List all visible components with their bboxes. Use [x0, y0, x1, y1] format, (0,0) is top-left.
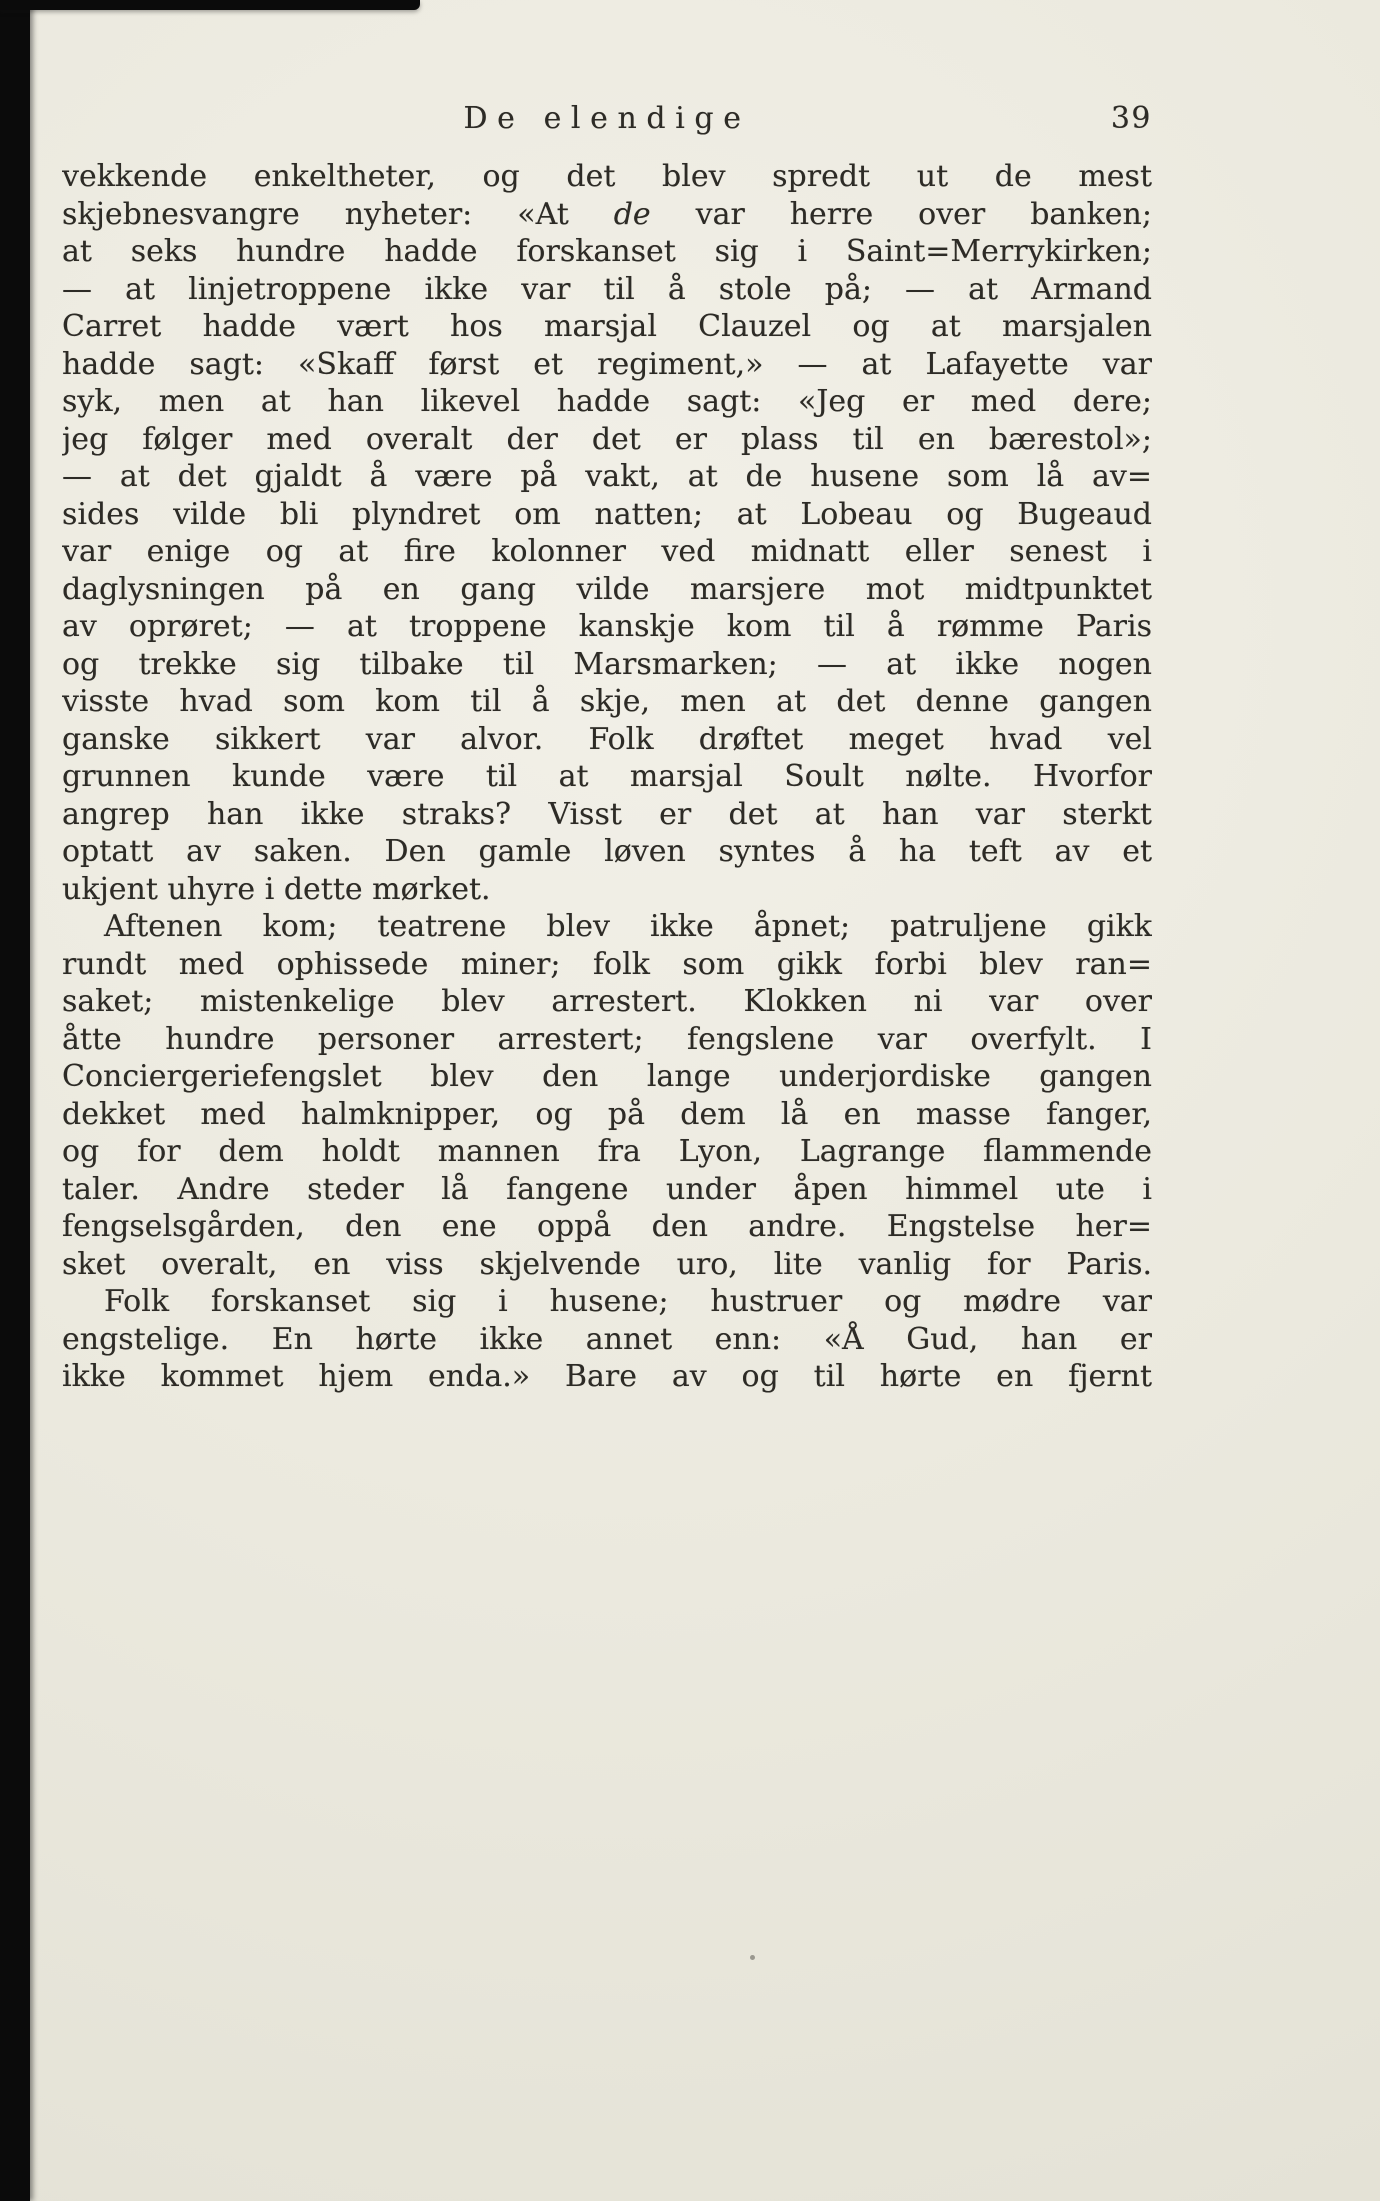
text-segment: hadde sagt: «Skaff først et regiment,» — at Lafayette var	[62, 346, 1152, 382]
text-line	[62, 571, 1152, 609]
text-segment: var herre over banken;	[650, 196, 1152, 232]
text-segment: at seks hundre hadde forskanset sig i Saint=Merrykirken;	[62, 234, 1152, 269]
text-segment: rundt med ophissede miner; folk som gikk forbi blev ran=	[62, 946, 1152, 982]
text-segment: angrep han ikke straks? Visst er det at han var sterkt	[62, 796, 1152, 832]
text-line	[62, 1021, 1152, 1059]
text-segment: og for dem holdt mannen fra Lyon, Lagrange flammende	[62, 1134, 1152, 1169]
text-line	[62, 533, 1152, 571]
text-line	[62, 346, 1152, 384]
text-line	[62, 646, 1152, 684]
text-line	[62, 458, 1152, 496]
text-line	[62, 1171, 1152, 1209]
text-line	[62, 946, 1152, 984]
text-segment: dekket med halmknipper, og på dem lå en masse fanger,	[62, 1096, 1152, 1132]
paragraph	[62, 1283, 1152, 1396]
text-segment: ganske sikkert var alvor. Folk drøftet meget hvad vel	[62, 721, 1152, 757]
text-segment: fengselsgården, den ene oppå den andre. Engstelse her=	[62, 1209, 1152, 1244]
text-segment: ukjent uhyre i dette mørket.	[62, 871, 491, 907]
text-line	[62, 1283, 1152, 1321]
text-line	[62, 608, 1152, 646]
text-line	[62, 271, 1152, 309]
text-segment: sket overalt, en viss skjelvende uro, lite vanlig for Paris.	[62, 1246, 1152, 1282]
text-line	[62, 1096, 1152, 1134]
text-segment: Carret hadde vært hos marsjal Clauzel og at marsjalen	[62, 309, 1152, 344]
text-line	[62, 1058, 1152, 1096]
text-line	[62, 721, 1152, 759]
text-segment: åtte hundre personer arrestert; fengslene var overfylt. I	[62, 1021, 1152, 1057]
text-segment: engstelige. En hørte ikke annet enn: «Å Gud, han er	[62, 1321, 1152, 1357]
text-segment: grunnen kunde være til at marsjal Soult nølte. Hvorfor	[62, 759, 1152, 794]
page-header	[62, 101, 1152, 141]
running-title: De elendige	[463, 101, 751, 136]
text-segment: — at linjetroppene ikke var til å stole på; — at Armand	[62, 271, 1152, 307]
text-segment: sides vilde bli plyndret om natten; at Lobeau og Bugeaud	[62, 496, 1152, 532]
page-number: 39	[1110, 101, 1152, 136]
scan-edge-top	[0, 0, 420, 10]
text-segment: taler. Andre steder lå fangene under åpen himmel ute i	[62, 1171, 1152, 1207]
text-segment: Aftenen kom; teatrene blev ikke åpnet; patruljene gikk	[104, 909, 1152, 944]
text-segment: jeg følger med overalt der det er plass til en bærestol»;	[62, 421, 1152, 457]
text-line	[62, 1321, 1152, 1359]
text-segment: var enige og at fire kolonner ved midnatt eller senest i	[62, 534, 1152, 569]
text-line	[62, 983, 1152, 1021]
text-segment: og trekke sig tilbake til Marsmarken; — at ikke nogen	[62, 646, 1152, 682]
text-line	[62, 908, 1152, 946]
text-line	[62, 496, 1152, 534]
text-segment: av oprøret; — at troppene kanskje kom til å rømme Paris	[62, 609, 1152, 644]
text-segment: optatt av saken. Den gamle løven syntes å ha teft av et	[62, 834, 1152, 869]
text-line	[62, 758, 1152, 796]
text-line	[62, 421, 1152, 459]
text-line	[62, 871, 1152, 909]
text-line	[62, 1133, 1152, 1171]
text-line	[62, 308, 1152, 346]
text-segment: — at det gjaldt å være på vakt, at de husene som lå av=	[62, 459, 1152, 494]
text-line	[62, 1246, 1152, 1284]
paragraph	[62, 158, 1152, 908]
text-line	[62, 383, 1152, 421]
paragraph	[62, 908, 1152, 1283]
text-line	[62, 833, 1152, 871]
text-segment: syk, men at han likevel hadde sagt: «Jeg er med dere;	[62, 384, 1152, 419]
text-line	[62, 1358, 1152, 1396]
scan-edge-left	[0, 0, 30, 2201]
text-line	[62, 796, 1152, 834]
text-line	[62, 233, 1152, 271]
text-segment: skjebnesvangre nyheter: «At	[62, 196, 614, 232]
text-segment: visste hvad som kom til å skje, men at det denne gangen	[62, 684, 1152, 719]
text-segment: saket; mistenkelige blev arrestert. Klokken ni var over	[62, 984, 1152, 1019]
scan-speck	[750, 1955, 755, 1960]
text-segment: daglysningen på en gang vilde marsjere mot midtpunktet	[62, 571, 1152, 607]
text-line	[62, 1208, 1152, 1246]
text-segment: Conciergeriefengslet blev den lange underjordiske gangen	[62, 1059, 1152, 1094]
text-block	[62, 158, 1152, 1396]
text-line	[62, 196, 1152, 234]
italic-text: de	[613, 196, 651, 232]
text-segment: vekkende enkeltheter, og det blev spredt ut de mest	[62, 159, 1152, 194]
text-segment: ikke kommet hjem enda.» Bare av og til hørte en fjernt	[62, 1359, 1152, 1394]
text-line	[62, 683, 1152, 721]
text-segment: Folk forskanset sig i husene; hustruer og mødre var	[104, 1284, 1152, 1319]
text-line	[62, 158, 1152, 196]
